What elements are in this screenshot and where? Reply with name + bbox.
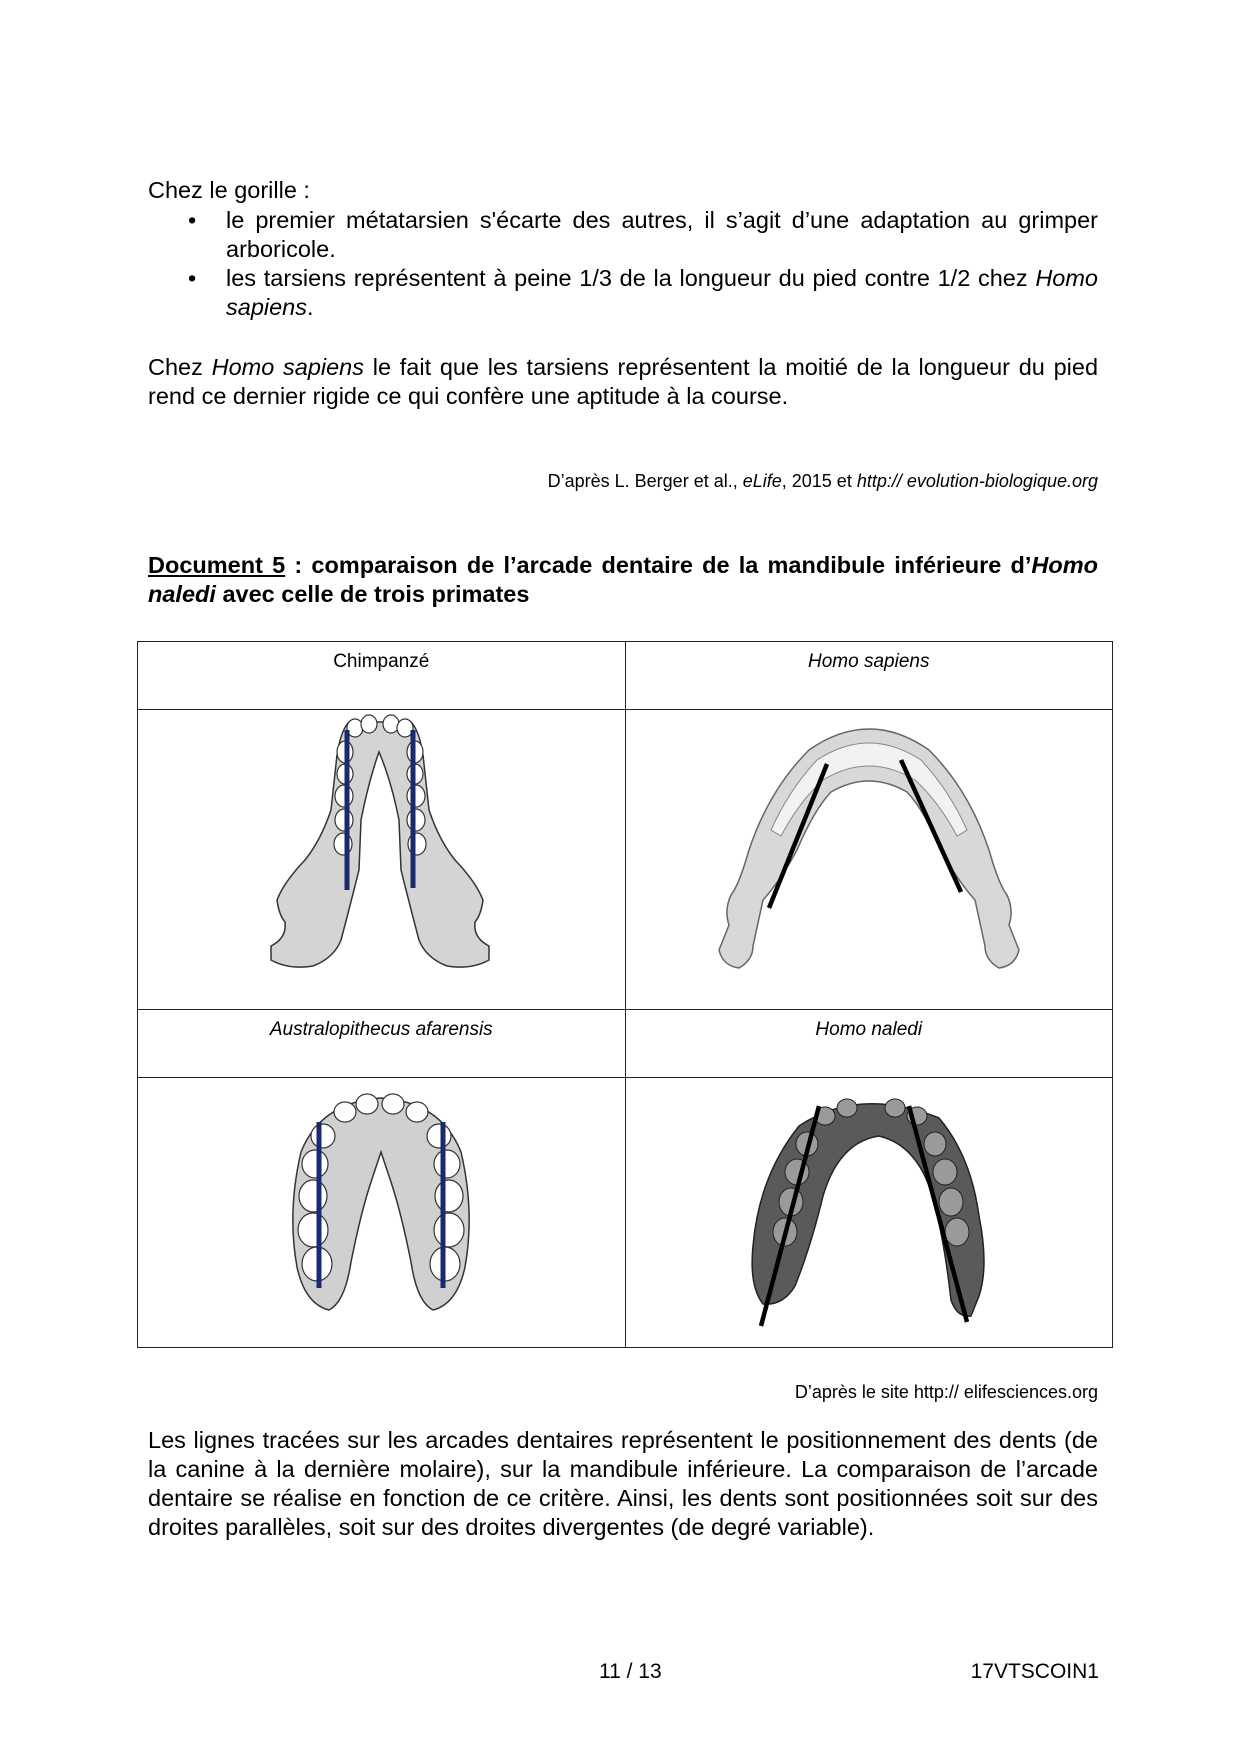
- cell-image-chimpanzee: [138, 710, 626, 1010]
- homo-naledi-mandible-image: [739, 1086, 999, 1336]
- australopithecus-mandible-image: [261, 1092, 501, 1324]
- bullet-dot-icon: •: [188, 265, 197, 291]
- gorilla-bullet-list: [148, 206, 1098, 322]
- homo-sapiens-mandible-image: [709, 710, 1029, 980]
- cell-image-homo-naledi: [625, 1078, 1113, 1348]
- page-number: 11 / 13: [599, 1660, 662, 1683]
- chimpanzee-bone: [271, 722, 489, 967]
- conclusion-paragraph: Les lignes tracées sur les arcades dentaires représentent le positionnement des dents (de la canine à la dernière molaire), sur la mandibule inférieure. La comparaison de l’arcade dentaire se réalise en fonction de ce critère. Ainsi, les dents sont positionnées soit sur des droites parallèles, soit sur des droites divergentes (de degré variable).: [148, 1427, 1098, 1540]
- cell-image-australopithecus: [138, 1078, 626, 1348]
- cell-label-homo-sapiens: Homo sapiens: [625, 642, 1113, 710]
- source-citation-2: D’après le site http:// elifesciences.org: [794, 1382, 1098, 1402]
- bullet-item: • les tarsiens représentent à peine 1/3 de la longueur du pied contre 1/2 chez Homo sapiens.: [188, 265, 1098, 320]
- cell-label-australopithecus: Australopithecus afarensis: [138, 1010, 626, 1078]
- bullet-item: • le premier métatarsien s'écarte des autres, il s’agit d’une adaptation au grimper arboricole.: [188, 207, 1098, 262]
- document-5-title: Document 5 : comparaison de l’arcade dentaire de la mandibule inférieure d’Homo naledi avec celle de trois primates: [148, 552, 1098, 607]
- mandible-comparison-table: [137, 641, 1113, 1348]
- bullet-dot-icon: •: [188, 207, 197, 233]
- chimpanzee-mandible-image: [251, 710, 511, 980]
- cell-image-homo-sapiens: [625, 710, 1113, 1010]
- sapiens-paragraph: Chez Homo sapiens le fait que les tarsiens représentent la moitié de la longueur du pied rend ce dernier rigide ce qui confère une aptitude à la course.: [148, 354, 1099, 409]
- cell-label-homo-naledi: Homo naledi: [625, 1010, 1113, 1078]
- gorilla-intro: Chez le gorille :: [148, 177, 310, 203]
- cell-label-chimpanzee: Chimpanzé: [138, 642, 626, 710]
- source-citation-1: D’après L. Berger et al., eLife, 2015 et http:// evolution-biologique.org: [547, 471, 1098, 491]
- exam-code: 17VTSCOIN1: [970, 1660, 1099, 1683]
